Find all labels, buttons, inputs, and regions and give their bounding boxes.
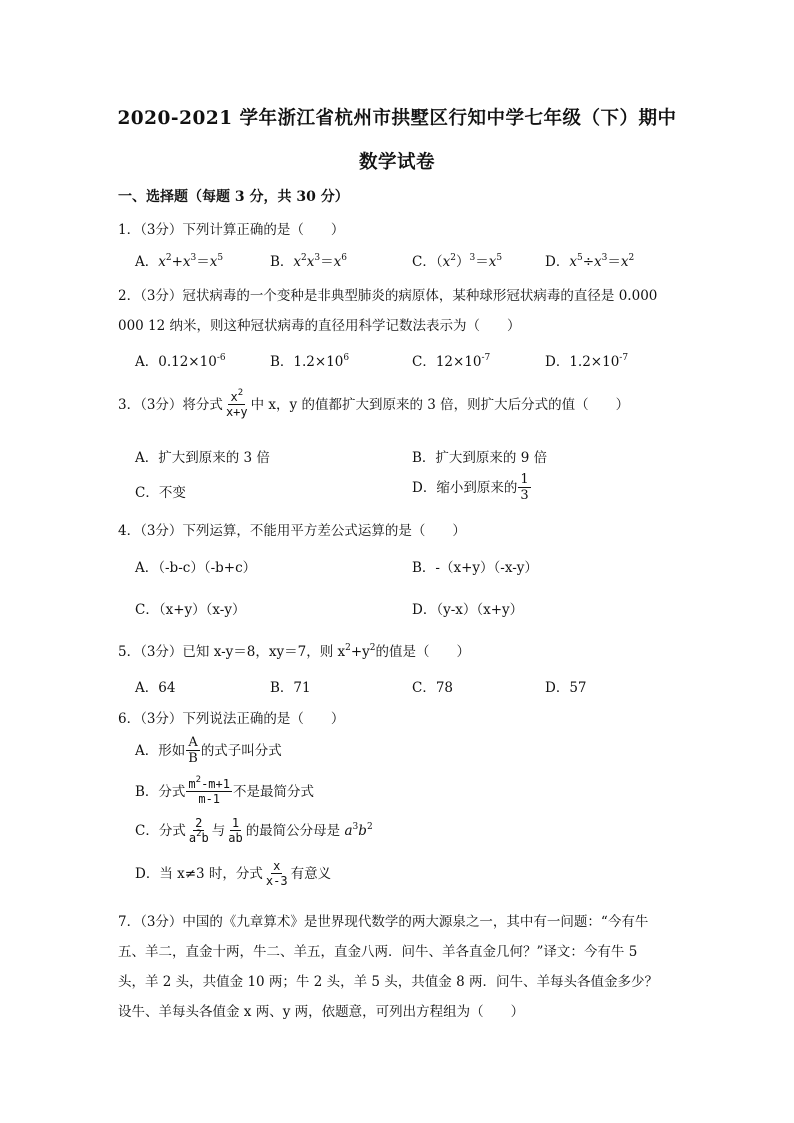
q5-option-c: C．78: [412, 680, 454, 696]
q4-option-a: A．（-b-c）（-b+c）: [135, 560, 257, 576]
q4-option-c: C．（x+y）（x-y）: [135, 602, 246, 618]
q1-option-c: C．$(x^2)^3=x^5$: [412, 253, 503, 270]
q2-option-a: A．$0.12\times 10^{-6}$: [135, 353, 226, 370]
question-2-stem-line1: 2．（3分）冠状病毒的一个变种是非典型肺炎的病原体，某种球形冠状病毒的直径是 0.000: [118, 288, 658, 304]
q6-option-d: D．当 x≠3 时，分式 $\frac{x}{x-3}$ 有意义: [135, 859, 332, 888]
question-2-stem-line2: 000 12 纳米，则这种冠状病毒的直径用科学记数法表示为（ ）: [118, 318, 521, 334]
q5-option-b: B．71: [270, 680, 311, 696]
q3-option-d: D．缩小到原来的 $\frac{1}{3}$: [412, 472, 529, 503]
q1-option-b: B．$x^2x^3=x^6$: [270, 253, 347, 270]
exam-title-line1: 2020-2021 学年浙江省杭州市拱墅区行知中学七年级（下）期中: [117, 108, 677, 129]
question-7-line1: 7．（3分）中国的《九章算术》是世界现代数学的两大源泉之一，其中有一问题：“今有牛: [118, 914, 649, 930]
q1-option-a: A．$x^2+x^3=x^5$: [135, 253, 224, 270]
q2-option-d: D．$1.2\times 10^{-7}$: [545, 353, 629, 370]
question-7-line4: 设牛、羊每头各值金 x 两、y 两，依题意，可列出方程组为（ ）: [118, 1004, 525, 1020]
question-7-line3: 头，羊 2 头，共值金 10 两；牛 2 头，羊 5 头，共值金 8 两．问牛、羊每头各值金多少？: [118, 974, 658, 990]
question-1-stem: 1．（3分）下列计算正确的是（ ）: [118, 222, 345, 238]
exam-title-line2: 数学试卷: [358, 152, 435, 173]
q1-option-d: D．$x^5\div x^3=x^2$: [545, 253, 635, 270]
q4-option-d: D．（y-x）（x+y）: [412, 602, 524, 618]
q6-option-b: B．分式 $\frac{m^2-m+1}{m-1}$ 不是最简分式: [135, 775, 314, 806]
q5-option-a: A．64: [135, 680, 176, 696]
question-6-stem: 6．（3分）下列说法正确的是（ ）: [118, 711, 345, 727]
q2-option-b: B．$1.2\times 10^6$: [270, 353, 350, 370]
q3-fraction: $\frac{x^2}{x+y}$: [225, 388, 248, 419]
question-5-stem: 5．（3分）已知 x-y＝8，xy＝7，则 $x^2+y^2$的值是（ ）: [118, 643, 471, 660]
question-7-line2: 五、羊二，直金十两，牛二、羊五，直金八两．问牛、羊各直金几何？”译文：今有牛 5: [118, 944, 638, 960]
section-heading-choice: 一、选择题（每题 3 分，共 30 分）: [118, 189, 349, 205]
q5-option-d: D．57: [545, 680, 587, 696]
q3-option-b: B．扩大到原来的 9 倍: [412, 450, 548, 466]
q6-option-a: A．形如 $\frac{A}{B}$ 的式子叫分式: [135, 735, 282, 766]
q2-option-c: C．$12\times 10^{-7}$: [412, 353, 491, 370]
q6-option-c: C．分式 $\frac{2}{a^2b}$ 与 $\frac{1}{ab}$ 的最简公分母是 $a^3b^2$: [135, 816, 373, 845]
q4-option-b: B．-（x+y）（-x-y）: [412, 560, 538, 576]
q3-option-c: C．不变: [135, 485, 186, 501]
q3-option-a: A．扩大到原来的 3 倍: [135, 450, 270, 466]
question-3-stem: 3．（3分）将分式 $\frac{x^2}{x+y}$ 中 x，y 的值都扩大到原来的 3 倍，则扩大后分式的值（ ）: [118, 388, 630, 419]
question-4-stem: 4．（3分）下列运算，不能用平方差公式运算的是（ ）: [118, 523, 466, 539]
